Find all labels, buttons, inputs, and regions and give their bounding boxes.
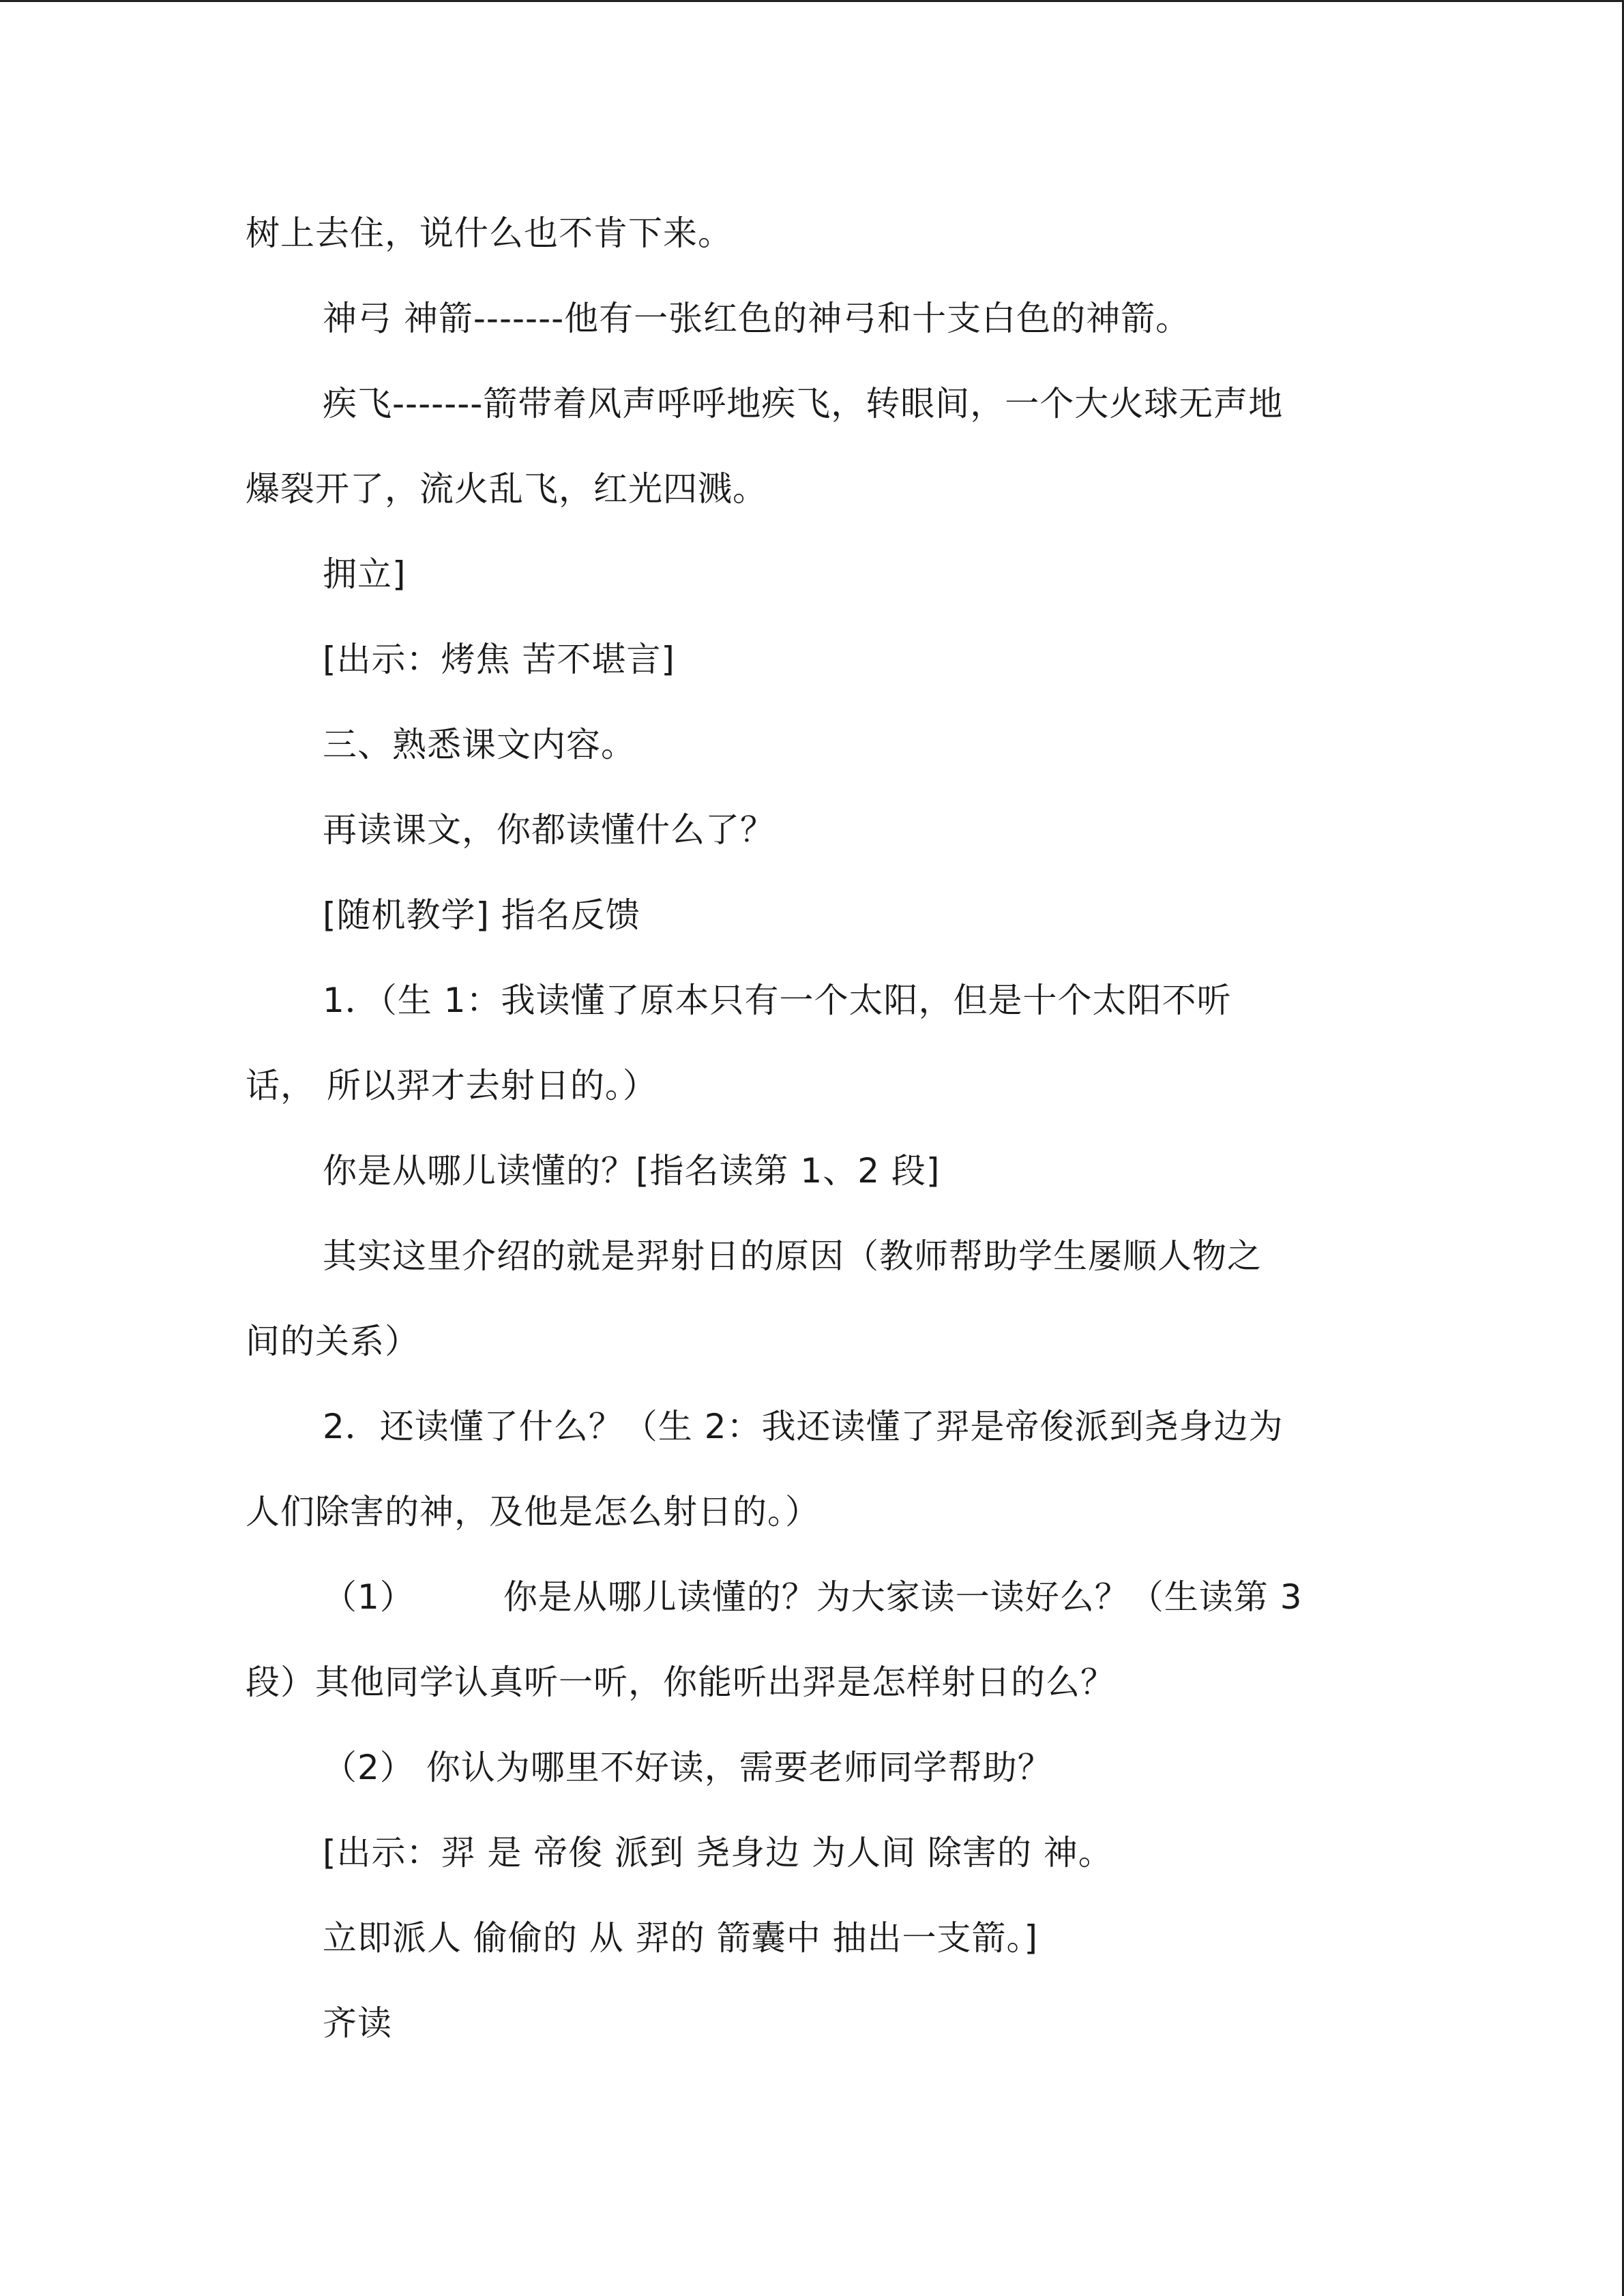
text-line-15: 2．还读懂了什么？（生 2：我还读懂了羿是帝俊派到尧身边为 [323, 1407, 1284, 1446]
text-line-2: 神弓 神箭-------他有一张红色的神弓和十支白色的神箭。 [323, 299, 1191, 338]
text-line-6: [出示：烤焦 苦不堪言] [323, 640, 675, 679]
tail-line-1: [出示：羿 是 帝俊 派到 尧身边 为人间 除害的 神。 [323, 1833, 1113, 1873]
list-item-1-continuation: 段）其他同学认真听一听，你能听出羿是怎样射日的么？ [246, 1663, 1115, 1702]
list-item-1 [246, 1555, 1378, 1640]
text-line-4: 爆裂开了，流火乱飞，红光四溅。 [246, 469, 767, 509]
section-heading: 三、熟悉课文内容。 [323, 725, 636, 764]
tail-line-2: 立即派人 偷偷的 从 羿的 箭囊中 抽出一支箭。] [323, 1918, 1038, 1958]
list-item-1-text: 你是从哪儿读懂的？为大家读一读好么？（生读第 3 [503, 1577, 1303, 1617]
text-line-3: 疾飞-------箭带着风声呼呼地疾飞，转眼间，一个大火球无声地 [323, 384, 1284, 423]
document-body [246, 191, 1378, 2066]
list-item-2: （2） 你认为哪里不好读，需要老师同学帮助？ [323, 1748, 1052, 1787]
tail-line-3: 齐读 [323, 2003, 392, 2043]
text-line-5: 拥立] [323, 554, 407, 594]
text-line-9: [随机教学] 指名反馈 [323, 895, 640, 935]
page-border-top [0, 0, 1624, 2]
list-item-1-number: （1） [323, 1577, 415, 1617]
text-line-11: 话， 所以羿才去射日的。） [246, 1066, 658, 1105]
text-line-13: 其实这里介绍的就是羿射日的原因（教师帮助学生屡顺人物之 [323, 1236, 1262, 1276]
text-line-1: 树上去住，说什么也不肯下来。 [246, 213, 733, 253]
text-line-12: 你是从哪儿读懂的？[指名读第 1、2 段] [323, 1151, 941, 1191]
text-line-16: 人们除害的神，及他是怎么射日的。） [246, 1492, 820, 1532]
text-line-10: 1．（生 1：我读懂了原本只有一个太阳，但是十个太阳不听 [323, 981, 1232, 1020]
text-line-8: 再读课文，你都读懂什么了？ [323, 810, 775, 850]
text-line-14: 间的关系） [246, 1322, 419, 1361]
